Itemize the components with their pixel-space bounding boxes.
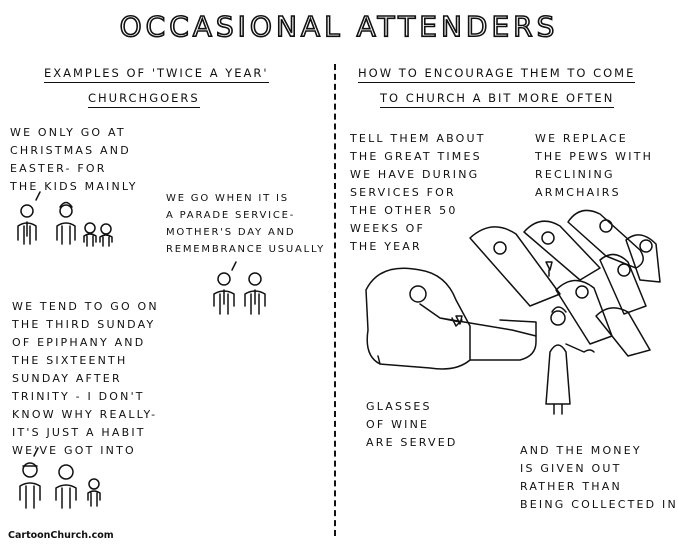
left-heading-line1: EXAMPLES OF 'TWICE A YEAR' [44,66,269,83]
tip-great-times: TELL THEM ABOUT THE GREAT TIMES WE HAVE DURING SERVICES FOR THE OTHER 50 WEEKS OF THE YEAR [350,132,486,253]
tip-wine: GLASSES OF WINE ARE SERVED [366,400,458,449]
quote-parade-service: WE GO WHEN IT IS A PARADE SERVICE- MOTHER'S DAY AND REMEMBRANCE USUALLY [166,193,325,255]
cartoon-title: OCCASIONAL ATTENDERS [119,10,559,43]
quote-christmas-easter: WE ONLY GO AT CHRISTMAS AND EASTER- FOR THE KIDS MAINLY [10,126,138,193]
right-heading-line2: TO CHURCH A BIT MORE OFTEN [380,91,614,108]
credit-label: CartoonChurch.com [8,530,114,541]
trio-figures-illustration [20,448,100,508]
reclining-armchairs-illustration [366,210,660,369]
couple-figures-illustration [214,262,265,314]
left-heading-line2: CHURCHGOERS [88,91,200,108]
right-heading-line1: HOW TO ENCOURAGE THEM TO COME [358,66,635,83]
tip-money: AND THE MONEY IS GIVEN OUT RATHER THAN BEING COLLECTED IN [520,444,678,511]
tip-armchairs: WE REPLACE THE PEWS WITH RECLINING ARMCHAIRS [535,132,654,199]
quote-epiphany-trinity: WE TEND TO GO ON THE THIRD SUNDAY OF EPIPHANY AND THE SIXTEENTH SUNDAY AFTER TRINITY - I DON'T KNOW WHY REALLY- IT'S JUST A HABIT WE'VE GOT INTO [12,300,159,457]
server-woman-illustration [546,307,594,414]
family-figures-illustration [18,192,112,246]
